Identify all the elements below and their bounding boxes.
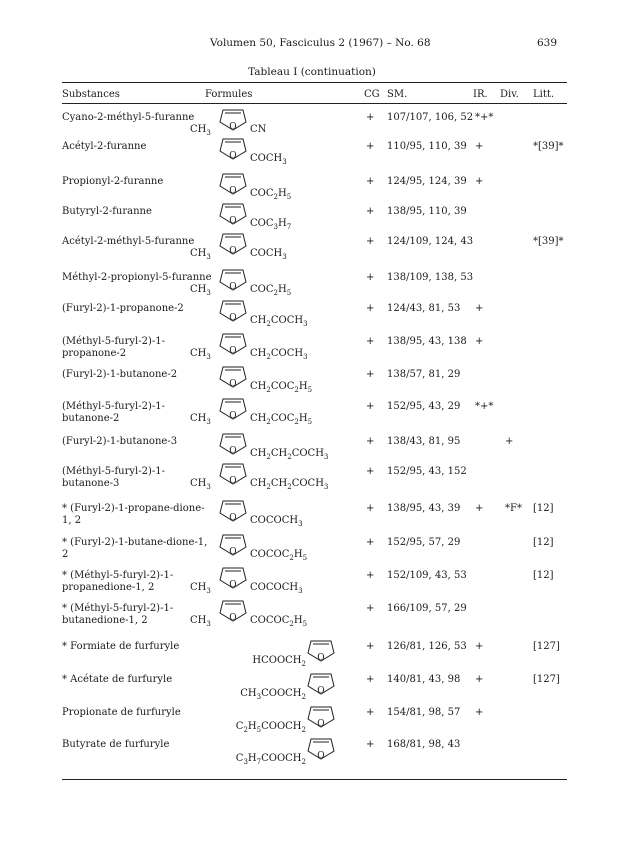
sm-value: 110/95, 110, 39 — [387, 141, 467, 152]
svg-text:O: O — [229, 346, 237, 356]
ir-value: + — [475, 674, 484, 685]
structure-formula — [190, 466, 340, 496]
litt-value: [12] — [533, 503, 554, 514]
formula-substituent-right: $CH_2CH_2COCH_3$ — [250, 448, 329, 461]
svg-text:O: O — [229, 513, 237, 523]
cg-value: + — [366, 303, 375, 314]
structure-formula — [190, 436, 340, 466]
substance-name: Cyano-2-méthyl-5-furanne — [62, 112, 195, 123]
col-div: Div. — [500, 89, 519, 100]
formula-substituent-left: $CH_3$ — [190, 124, 211, 137]
furan-ring-icon — [220, 499, 246, 523]
litt-value: *[39]* — [533, 141, 564, 152]
div-value: + — [505, 436, 514, 447]
furan-ring-icon — [308, 639, 334, 663]
substance-name: Propionate de furfuryle — [62, 707, 181, 718]
formula-substituent-left: $CH_3$ — [190, 582, 211, 595]
cg-value: + — [366, 369, 375, 380]
structure-formula — [190, 603, 340, 633]
table-row — [0, 401, 624, 431]
structure-formula — [190, 537, 340, 567]
litt-value: [127] — [533, 674, 560, 685]
formula-substituent-left: $CH_3$ — [190, 248, 211, 261]
substance-name: Butyrate de furfuryle — [62, 739, 170, 750]
table-row — [0, 603, 624, 633]
substance-name: (Furyl-2)-1-butanone-3 — [62, 436, 178, 447]
table-row — [0, 272, 624, 302]
structure-formula — [190, 272, 340, 302]
formula-substituent-left: $CH_3$ — [190, 413, 211, 426]
substance-name: (Méthyl-5-furyl-2)-1-butanone-2 — [62, 401, 166, 424]
structure-formula — [190, 236, 340, 266]
table-row — [0, 369, 624, 399]
ir-value: + — [475, 707, 484, 718]
cg-value: + — [366, 206, 375, 217]
col-litt: Litt. — [533, 89, 555, 100]
table-row — [0, 206, 624, 236]
formula-substituent-left: $CH_3$ — [190, 348, 211, 361]
ir-value: *+* — [475, 401, 494, 412]
svg-text:O: O — [229, 379, 237, 389]
substance-name: * Acétate de furfuryle — [62, 674, 173, 685]
svg-text:O: O — [317, 686, 325, 696]
substance-name: * Formiate de furfuryle — [62, 641, 180, 652]
cg-value: + — [366, 603, 375, 614]
furan-ring-icon — [220, 462, 246, 486]
formula-substituent-right: CN — [250, 124, 267, 135]
table-row — [0, 112, 624, 142]
cg-value: + — [366, 707, 375, 718]
formula-substituent-right: $COCOCH_3$ — [250, 515, 303, 528]
svg-text:O: O — [229, 613, 237, 623]
header-rule — [62, 103, 567, 104]
sm-value: 138/95, 110, 39 — [387, 206, 467, 217]
sm-value: 140/81, 43, 98 — [387, 674, 461, 685]
cg-value: + — [366, 503, 375, 514]
table-row — [0, 503, 624, 533]
furan-ring-icon — [220, 566, 246, 590]
furan-ring-icon — [220, 397, 246, 421]
cg-value: + — [366, 570, 375, 581]
structure-formula — [190, 707, 340, 737]
running-header — [0, 37, 624, 51]
svg-text:O: O — [229, 446, 237, 456]
table-row — [0, 707, 624, 737]
substance-name: Méthyl-2-propionyl-5-furanne — [62, 272, 212, 283]
furan-ring-icon — [308, 737, 334, 761]
cg-value: + — [366, 112, 375, 123]
furan-ring-icon — [220, 137, 246, 161]
substance-name: * (Furyl-2)-1-butane-dione-1, 2 — [62, 537, 208, 560]
table-row — [0, 436, 624, 466]
formula-substituent-right: $COCOCH_3$ — [250, 582, 303, 595]
ir-value: *+* — [475, 112, 494, 123]
ir-value: + — [475, 641, 484, 652]
substance-name: Acétyl-2-méthyl-5-furanne — [62, 236, 195, 247]
structure-formula — [190, 369, 340, 399]
structure-formula — [190, 674, 340, 704]
sm-value: 126/81, 126, 53 — [387, 641, 467, 652]
svg-text:O: O — [229, 186, 237, 196]
cg-value: + — [366, 401, 375, 412]
table-row — [0, 570, 624, 600]
col-formules: Formules — [205, 89, 253, 100]
table-row — [0, 739, 624, 769]
page-number: 639 — [537, 37, 558, 49]
furan-ring-icon — [220, 202, 246, 226]
substance-name: Acétyl-2-furanne — [62, 141, 147, 152]
cg-value: + — [366, 739, 375, 750]
table-row — [0, 236, 624, 266]
table-row — [0, 466, 624, 496]
furan-ring-icon — [308, 672, 334, 696]
furan-ring-icon — [220, 432, 246, 456]
furan-ring-icon — [220, 599, 246, 623]
svg-text:O: O — [229, 122, 237, 132]
litt-value: *[39]* — [533, 236, 564, 247]
substance-name: * (Furyl-2)-1-propane-dione-1, 2 — [62, 503, 205, 526]
structure-formula — [190, 303, 340, 333]
svg-text:O: O — [229, 216, 237, 226]
sm-value: 152/95, 57, 29 — [387, 537, 461, 548]
cg-value: + — [366, 236, 375, 247]
svg-text:O: O — [229, 313, 237, 323]
substance-name: * (Méthyl-5-furyl-2)-1-butanedione-1, 2 — [62, 603, 174, 626]
furan-ring-icon — [220, 332, 246, 356]
furan-ring-icon — [220, 299, 246, 323]
col-sm: SM. — [387, 89, 408, 100]
svg-text:O: O — [229, 151, 237, 161]
litt-value: [127] — [533, 641, 560, 652]
table-row — [0, 141, 624, 171]
cg-value: + — [366, 641, 375, 652]
furan-ring-icon — [220, 268, 246, 292]
col-ir: IR. — [473, 89, 488, 100]
cg-value: + — [366, 141, 375, 152]
formula-substituent-left: $CH_3$ — [190, 478, 211, 491]
substance-name: (Furyl-2)-1-butanone-2 — [62, 369, 178, 380]
sm-value: 107/107, 106, 52 — [387, 112, 474, 123]
substance-name: (Méthyl-5-furyl-2)-1-butanone-3 — [62, 466, 166, 489]
litt-value: [12] — [533, 570, 554, 581]
substance-name: * (Méthyl-5-furyl-2)-1-propanedione-1, 2 — [62, 570, 174, 593]
cg-value: + — [366, 436, 375, 447]
running-title: Volumen 50, Fasciculus 2 (1967) – No. 68 — [210, 37, 431, 49]
svg-text:O: O — [229, 547, 237, 557]
sm-value: 152/95, 43, 152 — [387, 466, 467, 477]
table-row — [0, 641, 624, 671]
cg-value: + — [366, 336, 375, 347]
substance-name: Butyryl-2-furanne — [62, 206, 152, 217]
structure-formula — [190, 570, 340, 600]
div-value: *F* — [505, 503, 522, 514]
structure-formula — [190, 336, 340, 366]
svg-text:O: O — [317, 751, 325, 761]
formula-substituent-right: $CH_2COCH_3$ — [250, 315, 308, 328]
furan-ring-icon — [220, 533, 246, 557]
sm-value: 154/81, 98, 57 — [387, 707, 461, 718]
ir-value: + — [475, 503, 484, 514]
svg-text:O: O — [229, 476, 237, 486]
sm-value: 124/109, 124, 43 — [387, 236, 474, 247]
formula-substituent-right: $CH_2COC_2H_5$ — [250, 413, 313, 426]
cg-value: + — [366, 176, 375, 187]
furan-ring-icon — [220, 232, 246, 256]
svg-text:O: O — [229, 580, 237, 590]
sm-value: 138/95, 43, 138 — [387, 336, 467, 347]
structure-formula — [190, 141, 340, 171]
formula-substituent-right: $COC_2H_5$ — [250, 188, 292, 201]
furan-ring-icon — [220, 108, 246, 132]
substance-name: Propionyl-2-furanne — [62, 176, 164, 187]
formula-substituent-right: $COCH_3$ — [250, 153, 287, 166]
ir-value: + — [475, 336, 484, 347]
formula-substituent-right: $COCOC_2H_5$ — [250, 615, 308, 628]
svg-text:O: O — [229, 246, 237, 256]
formula-substituent-left: $CH_3$ — [190, 615, 211, 628]
col-substances: Substances — [62, 89, 120, 100]
formula-substituent-left: $CH_3COOCH_2$ — [240, 688, 306, 701]
sm-value: 166/109, 57, 29 — [387, 603, 467, 614]
cg-value: + — [366, 674, 375, 685]
table-row — [0, 336, 624, 366]
formula-substituent-right: $COC_3H_7$ — [250, 218, 292, 231]
furan-ring-icon — [308, 705, 334, 729]
svg-text:O: O — [229, 282, 237, 292]
svg-text:O: O — [229, 411, 237, 421]
structure-formula — [190, 112, 340, 142]
litt-value: [12] — [533, 537, 554, 548]
cg-value: + — [366, 272, 375, 283]
structure-formula — [190, 401, 340, 431]
formula-substituent-right: $CH_2COCH_3$ — [250, 348, 308, 361]
structure-formula — [190, 503, 340, 533]
svg-text:O: O — [317, 653, 325, 663]
bottom-rule — [62, 779, 567, 780]
sm-value: 138/95, 43, 39 — [387, 503, 461, 514]
formula-substituent-left: $C_2H_5COOCH_2$ — [235, 721, 306, 734]
structure-formula — [190, 176, 340, 206]
ir-value: + — [475, 176, 484, 187]
structure-formula — [190, 739, 340, 769]
substance-name: (Méthyl-5-furyl-2)-1-propanone-2 — [62, 336, 166, 359]
table-row — [0, 537, 624, 567]
table-caption: Tableau I (continuation) — [248, 66, 376, 78]
sm-value: 152/109, 43, 53 — [387, 570, 467, 581]
cg-value: + — [366, 537, 375, 548]
table-row — [0, 674, 624, 704]
sm-value: 168/81, 98, 43 — [387, 739, 461, 750]
sm-value: 124/95, 124, 39 — [387, 176, 467, 187]
formula-substituent-right: $COCH_3$ — [250, 248, 287, 261]
formula-substituent-right: $CH_2CH_2COCH_3$ — [250, 478, 329, 491]
table-row — [0, 303, 624, 333]
furan-ring-icon — [220, 365, 246, 389]
sm-value: 152/95, 43, 29 — [387, 401, 461, 412]
ir-value: + — [475, 141, 484, 152]
formula-substituent-left: $HCOOCH_2$ — [252, 655, 306, 668]
structure-formula — [190, 206, 340, 236]
formula-substituent-right: $COCOC_2H_5$ — [250, 549, 308, 562]
col-cg: CG — [364, 89, 380, 100]
sm-value: 138/43, 81, 95 — [387, 436, 461, 447]
sm-value: 138/57, 81, 29 — [387, 369, 461, 380]
sm-value: 138/109, 138, 53 — [387, 272, 474, 283]
cg-value: + — [366, 466, 375, 477]
formula-substituent-left: $CH_3$ — [190, 284, 211, 297]
substance-name: (Furyl-2)-1-propanone-2 — [62, 303, 184, 314]
formula-substituent-right: $CH_2COC_2H_5$ — [250, 381, 313, 394]
structure-formula — [190, 641, 340, 671]
top-rule — [62, 82, 567, 83]
svg-text:O: O — [317, 719, 325, 729]
sm-value: 124/43, 81, 53 — [387, 303, 461, 314]
table-row — [0, 176, 624, 206]
formula-substituent-right: $COC_2H_5$ — [250, 284, 292, 297]
formula-substituent-left: $C_3H_7COOCH_2$ — [235, 753, 306, 766]
furan-ring-icon — [220, 172, 246, 196]
ir-value: + — [475, 303, 484, 314]
